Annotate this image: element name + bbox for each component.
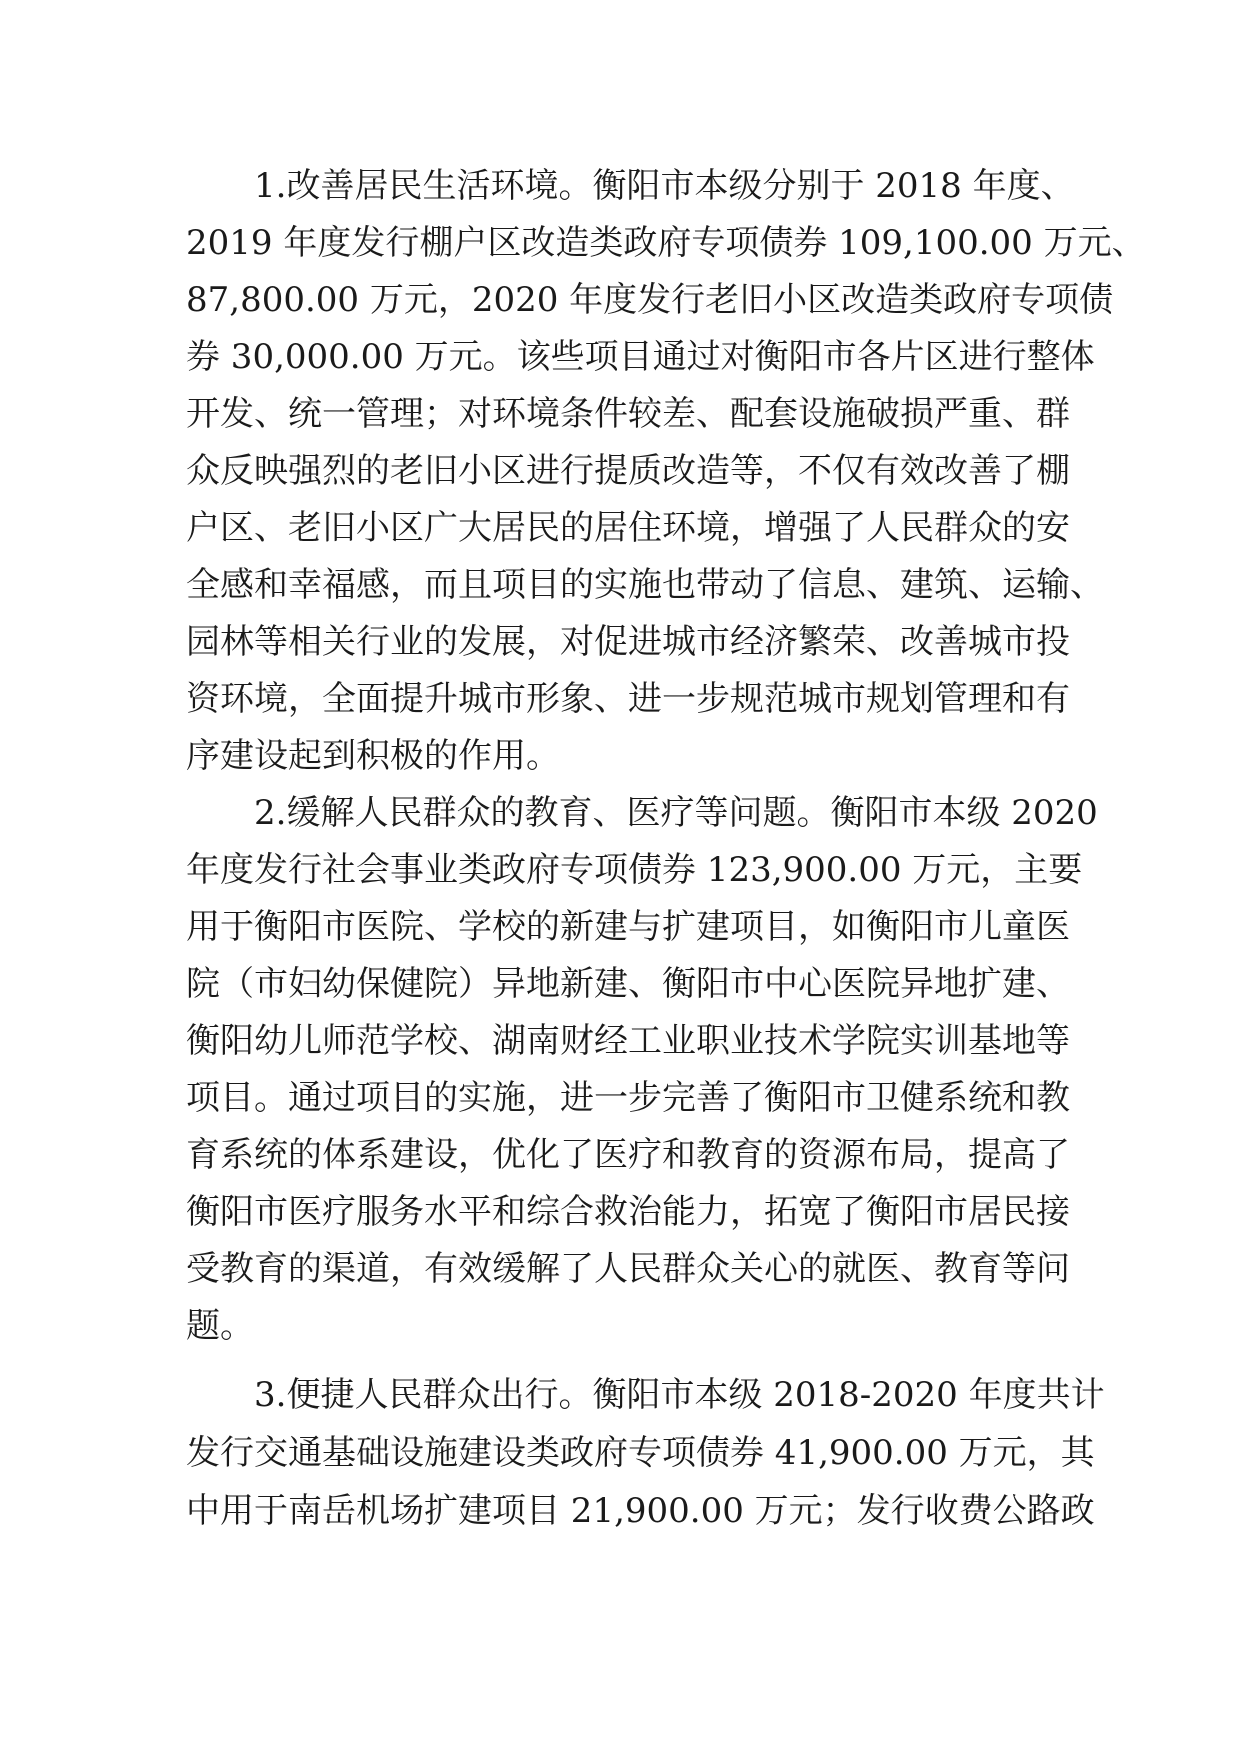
paragraph-1-line-1: 1.改善居民生活环境。衡阳市本级分别于 2018 年度、 [254,166,1075,206]
paragraph-1-line-4: 券 30,000.00 万元。该些项目通过对衡阳市各片区进行整体 [186,337,1095,377]
paragraph-2-line-1: 2.缓解人民群众的教育、医疗等问题。衡阳市本级 2020 [254,793,1098,833]
paragraph-3-line-1: 3.便捷人民群众出行。衡阳市本级 2018-2020 年度共计 [254,1375,1105,1415]
paragraph-2-line-9: 受教育的渠道，有效缓解了人民群众关心的就医、教育等问 [186,1249,1070,1289]
paragraph-3-line-2: 发行交通基础设施建设类政府专项债券 41,900.00 万元，其 [186,1433,1095,1473]
paragraph-1-line-3: 87,800.00 万元，2020 年度发行老旧小区改造类政府专项债 [186,280,1114,320]
paragraph-2-line-5: 衡阳幼儿师范学校、湖南财经工业职业技术学院实训基地等 [186,1021,1070,1061]
paragraph-1-line-11: 序建设起到积极的作用。 [186,736,560,776]
paragraph-1-line-2: 2019 年度发行棚户区改造类政府专项债券 109,100.00 万元、 [186,223,1146,263]
paragraph-1-line-5: 开发、统一管理；对环境条件较差、配套设施破损严重、群 [186,394,1070,434]
paragraph-1-line-8: 全感和幸福感，而且项目的实施也带动了信息、建筑、运输、 [186,565,1104,605]
paragraph-1-line-9: 园林等相关行业的发展，对促进城市经济繁荣、改善城市投 [186,622,1070,662]
paragraph-2-line-6: 项目。通过项目的实施，进一步完善了衡阳市卫健系统和教 [186,1078,1070,1118]
paragraph-1-line-7: 户区、老旧小区广大居民的居住环境，增强了人民群众的安 [186,508,1070,548]
paragraph-2-line-2: 年度发行社会事业类政府专项债券 123,900.00 万元，主要 [186,850,1083,890]
paragraph-3-line-3: 中用于南岳机场扩建项目 21,900.00 万元；发行收费公路政 [186,1491,1095,1531]
paragraph-1-line-10: 资环境，全面提升城市形象、进一步规范城市规划管理和有 [186,679,1070,719]
paragraph-2-line-8: 衡阳市医疗服务水平和综合救治能力，拓宽了衡阳市居民接 [186,1192,1070,1232]
paragraph-2-line-10: 题。 [186,1306,254,1346]
paragraph-2-line-4: 院（市妇幼保健院）异地新建、衡阳市中心医院异地扩建、 [186,964,1070,1004]
paragraph-2-line-3: 用于衡阳市医院、学校的新建与扩建项目，如衡阳市儿童医 [186,907,1070,947]
paragraph-2-line-7: 育系统的体系建设，优化了医疗和教育的资源布局，提高了 [186,1135,1070,1175]
paragraph-1-line-6: 众反映强烈的老旧小区进行提质改造等，不仅有效改善了棚 [186,451,1070,491]
